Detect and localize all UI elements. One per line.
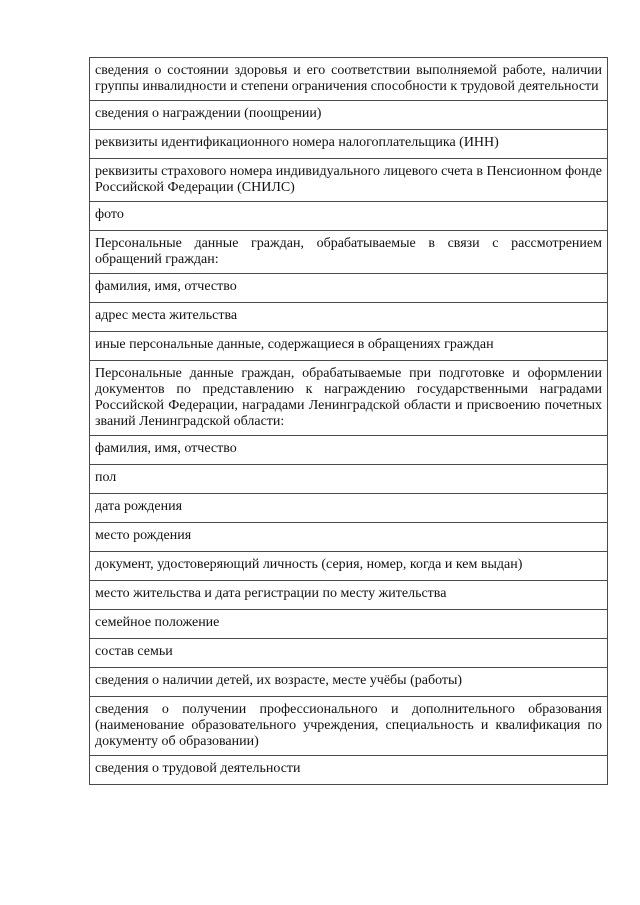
table-cell: сведения о награждении (поощрении) <box>90 101 608 130</box>
table-row <box>90 361 608 436</box>
table-cell: фото <box>90 202 608 231</box>
table-row <box>90 465 608 494</box>
table-row <box>90 274 608 303</box>
table-row <box>90 130 608 159</box>
table-cell: иные персональные данные, содержащиеся в обращениях граждан <box>90 332 608 361</box>
table-cell: дата рождения <box>90 494 608 523</box>
table-row <box>90 159 608 202</box>
table-row <box>90 58 608 101</box>
table-row <box>90 610 608 639</box>
table-row <box>90 668 608 697</box>
table-cell: место жительства и дата регистрации по месту жительства <box>90 581 608 610</box>
table-row <box>90 303 608 332</box>
table-row <box>90 581 608 610</box>
table-row <box>90 436 608 465</box>
table-row <box>90 523 608 552</box>
table-cell: семейное положение <box>90 610 608 639</box>
table-cell: пол <box>90 465 608 494</box>
table-cell: фамилия, имя, отчество <box>90 274 608 303</box>
table-cell: фамилия, имя, отчество <box>90 436 608 465</box>
personal-data-table <box>89 57 608 785</box>
table-cell: адрес места жительства <box>90 303 608 332</box>
table-row <box>90 697 608 756</box>
section-heading-cell: Персональные данные граждан, обрабатываемые в связи с рассмотрением обращений граждан: <box>90 231 608 274</box>
table-row <box>90 101 608 130</box>
table-cell: сведения о трудовой деятельности <box>90 756 608 785</box>
table-cell: реквизиты страхового номера индивидуального лицевого счета в Пенсионном фонде Российской Федерации (СНИЛС) <box>90 159 608 202</box>
table-cell: место рождения <box>90 523 608 552</box>
table-cell: состав семьи <box>90 639 608 668</box>
table-row <box>90 639 608 668</box>
section-heading-cell: Персональные данные граждан, обрабатываемые при подготовке и оформлении документов по представлению к награждению государственными наградами Российской Федерации, наградами Ленинградской области и присвоению почетных званий Ленинградской области: <box>90 361 608 436</box>
table-cell: сведения о получении профессионального и дополнительного образования (наименование образовательного учреждения, специальность и квалификация по документу об образовании) <box>90 697 608 756</box>
table-cell: документ, удостоверяющий личность (серия, номер, когда и кем выдан) <box>90 552 608 581</box>
table-row <box>90 231 608 274</box>
table-row <box>90 332 608 361</box>
table-cell: реквизиты идентификационного номера налогоплательщика (ИНН) <box>90 130 608 159</box>
table-row <box>90 552 608 581</box>
table-cell: сведения о состоянии здоровья и его соответствии выполняемой работе, наличии группы инвалидности и степени ограничения способности к трудовой деятельности <box>90 58 608 101</box>
table-row <box>90 494 608 523</box>
table-row <box>90 756 608 785</box>
table-cell: сведения о наличии детей, их возрасте, месте учёбы (работы) <box>90 668 608 697</box>
table-row <box>90 202 608 231</box>
